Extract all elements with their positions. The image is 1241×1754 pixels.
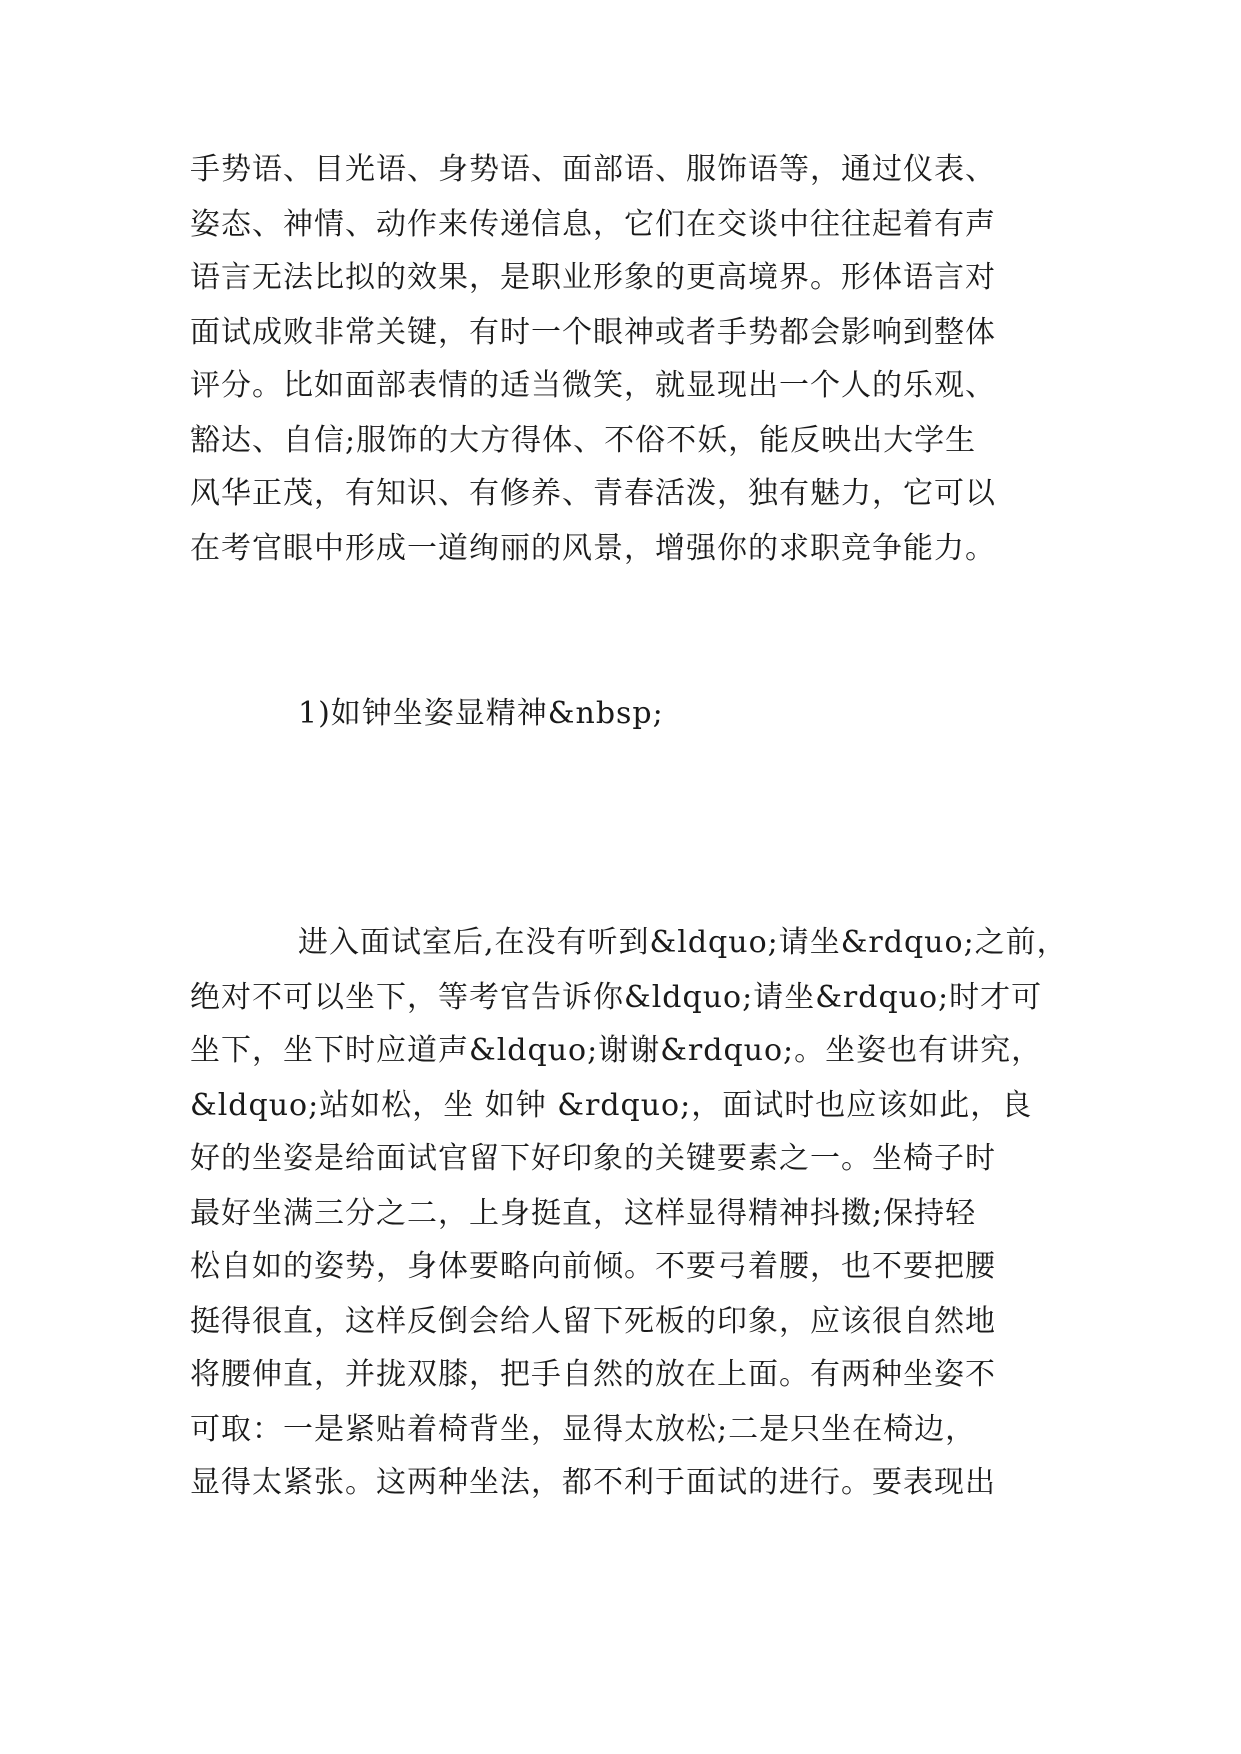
- text-line: 将腰伸直，并拢双膝，把手自然的放在上面。有两种坐姿不: [190, 1357, 996, 1392]
- text-line: 语言无法比拟的效果，是职业形象的更高境界。形体语言对: [190, 260, 996, 295]
- text-line: 可取：一是紧贴着椅背坐，显得太放松;二是只坐在椅边，: [190, 1412, 977, 1447]
- text-line: 最好坐满三分之二，上身挺直，这样显得精神抖擞;保持轻: [190, 1196, 977, 1231]
- text-line: 面试成败非常关键，有时一个眼神或者手势都会影响到整体: [190, 315, 996, 350]
- text-line: 进入面试室后,在没有听到&ldquo;请坐&rdquo;之前，: [298, 925, 1068, 960]
- text-line: 好的坐姿是给面试官留下好印象的关键要素之一。坐椅子时: [190, 1141, 996, 1176]
- text-line: 手势语、目光语、身势语、面部语、服饰语等，通过仪表、: [190, 152, 996, 187]
- text-line: 姿态、神情、动作来传递信息，它们在交谈中往往起着有声: [190, 207, 996, 242]
- text-line: &ldquo;站如松，坐 如钟 &rdquo;，面试时也应该如此，良: [190, 1088, 1033, 1123]
- section-heading: 1)如钟坐姿显精神&nbsp;: [298, 696, 664, 731]
- text-line: 松自如的姿势，身体要略向前倾。不要弓着腰，也不要把腰: [190, 1249, 996, 1284]
- text-line: 坐下，坐下时应道声&ldquo;谢谢&rdquo;。坐姿也有讲究，: [190, 1033, 1043, 1068]
- text-line: 风华正茂，有知识、有修养、青春活泼，独有魅力，它可以: [190, 476, 996, 511]
- text-line: 显得太紧张。这两种坐法，都不利于面试的进行。要表现出: [190, 1465, 996, 1500]
- text-line: 挺得很直，这样反倒会给人留下死板的印象，应该很自然地: [190, 1304, 996, 1339]
- text-line: 豁达、自信;服饰的大方得体、不俗不妖，能反映出大学生: [190, 423, 977, 458]
- text-line: 评分。比如面部表情的适当微笑，就显现出一个人的乐观、: [190, 368, 996, 403]
- text-line: 绝对不可以坐下，等考官告诉你&ldquo;请坐&rdquo;时才可: [190, 980, 1043, 1015]
- text-line: 在考官眼中形成一道绚丽的风景，增强你的求职竞争能力。: [190, 531, 996, 566]
